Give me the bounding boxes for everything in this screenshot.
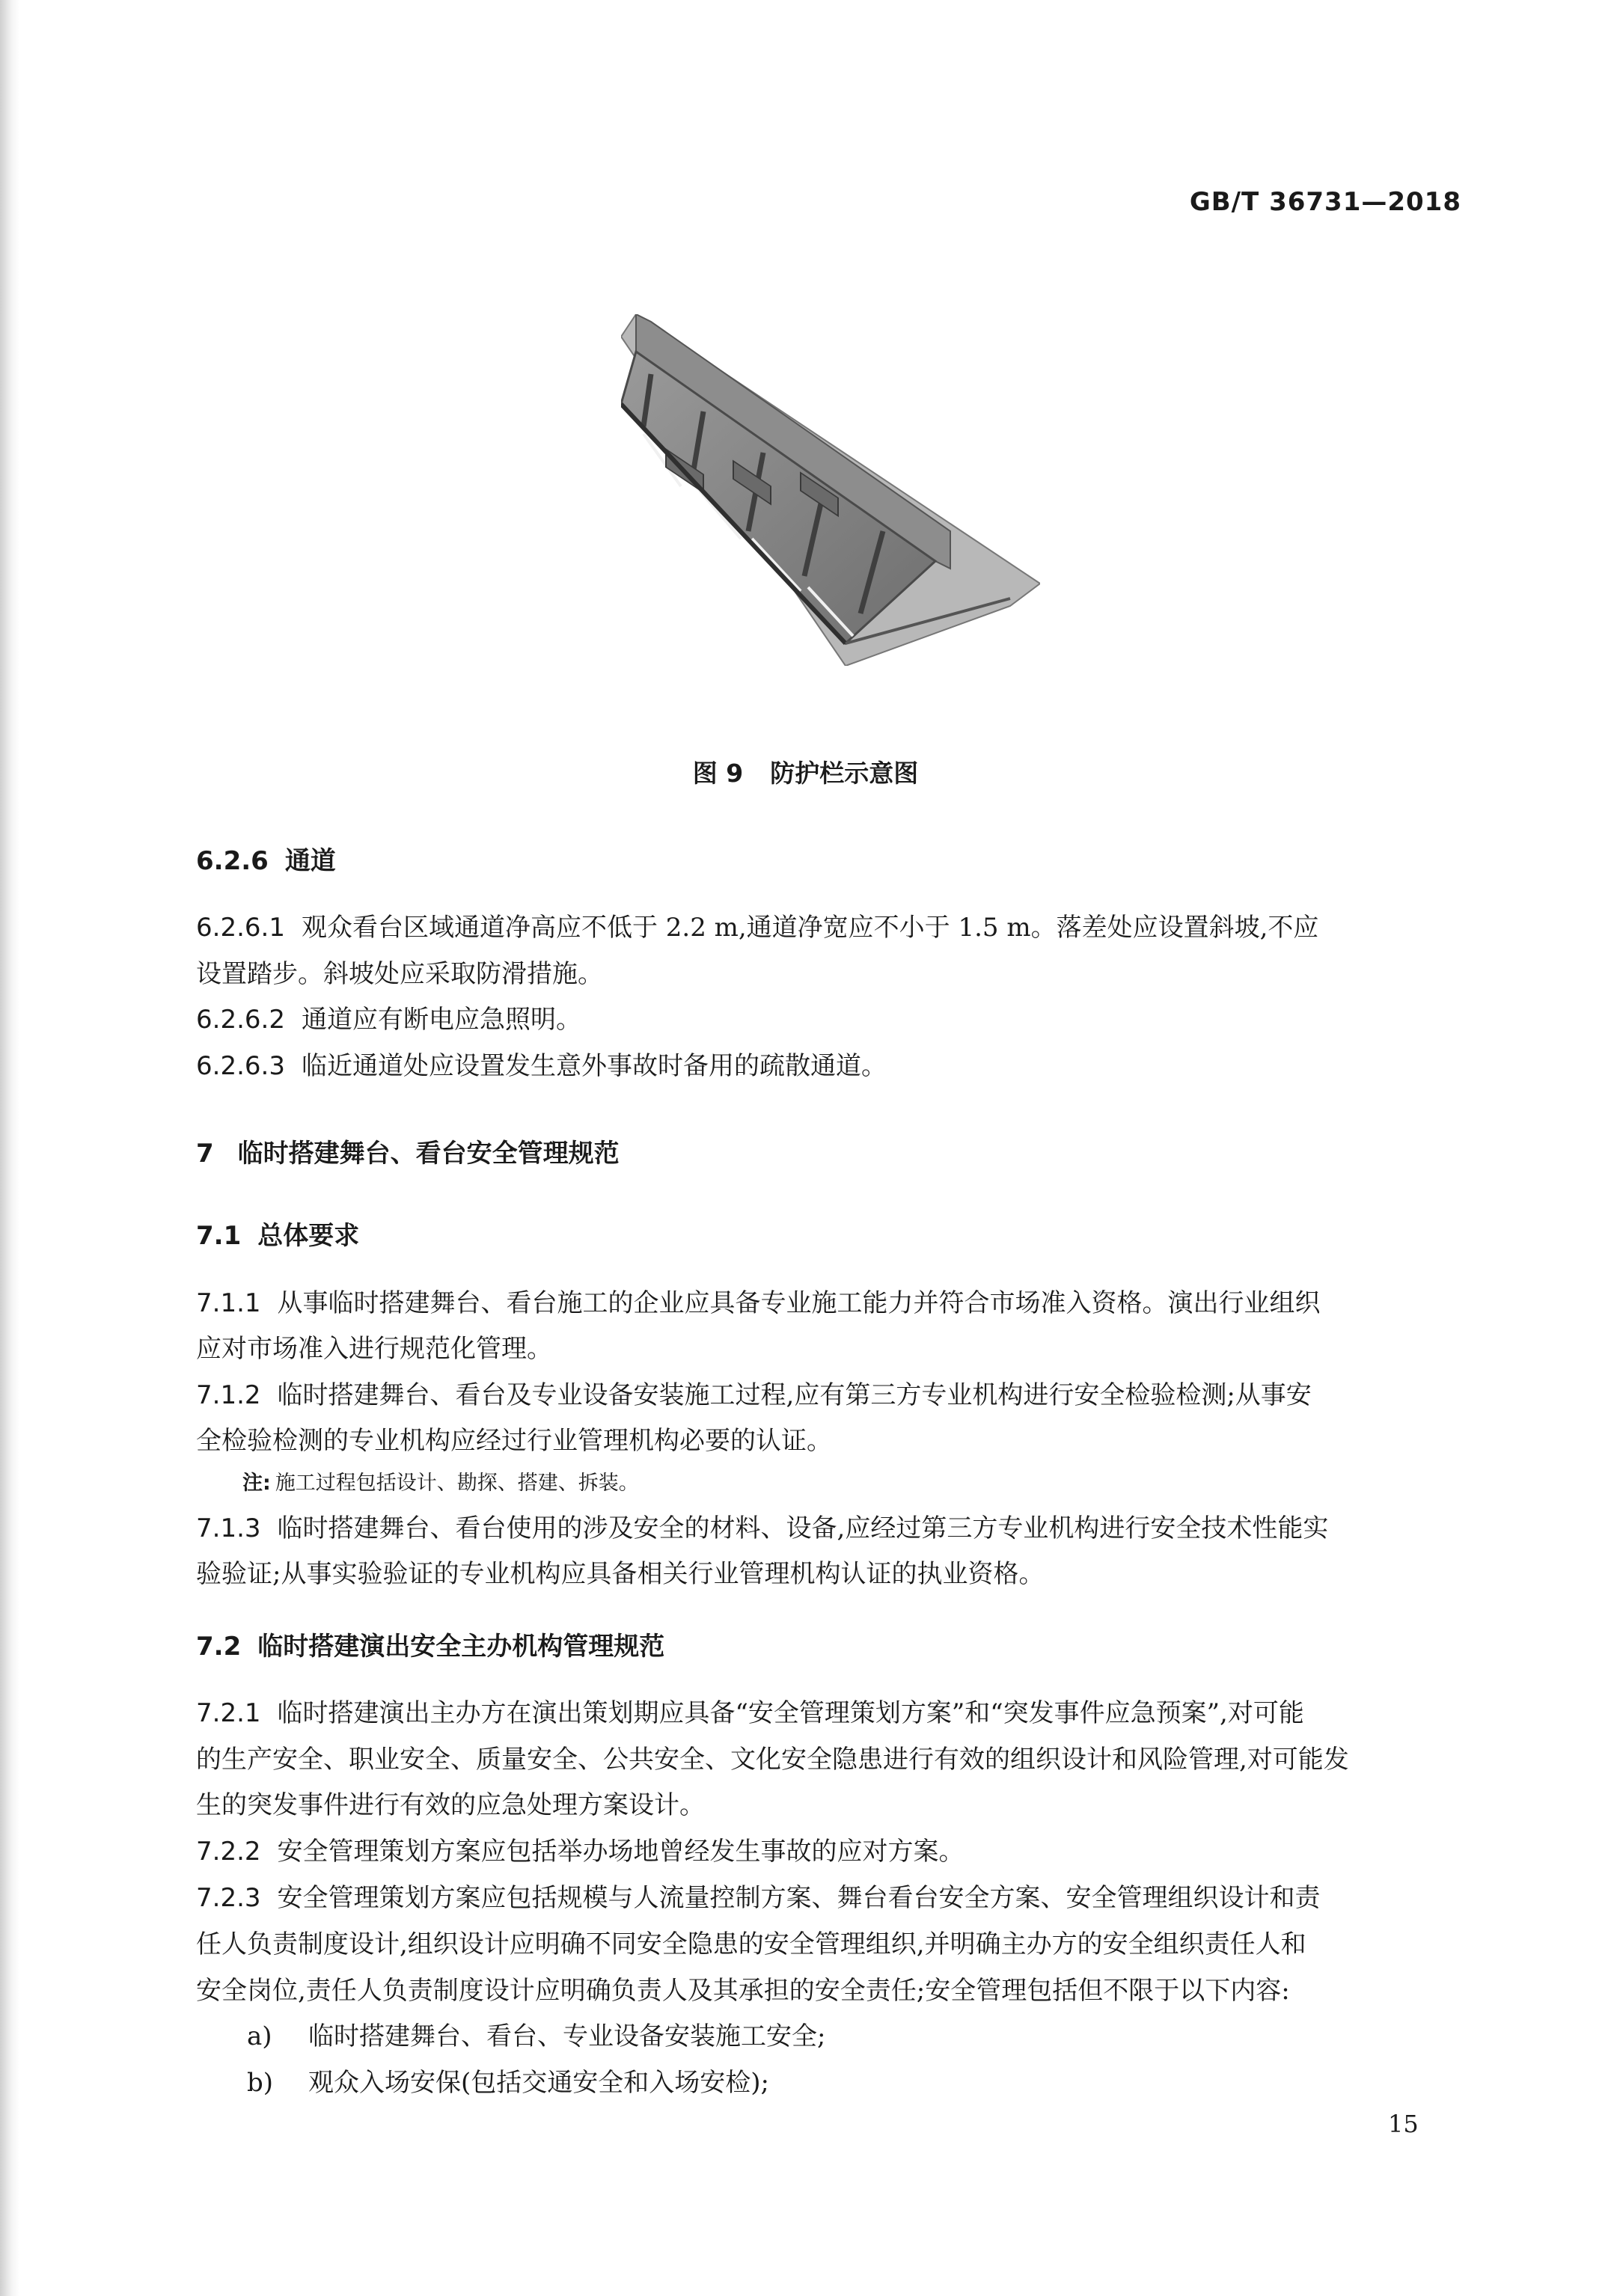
clause-6-2-6-3: 6.2.6.3 临近通道处应设置发生意外事故时备用的疏散通道。 xyxy=(196,1051,887,1081)
section-heading-6-2-6: 6.2.6 通道 xyxy=(196,846,336,876)
figure-caption xyxy=(0,754,1611,789)
list-item: a) 临时搭建舞台、看台、专业设备安装施工安全; xyxy=(247,2021,826,2051)
section-heading-7-1: 7.1 总体要求 xyxy=(196,1221,360,1251)
guardrail-figure xyxy=(621,314,1040,666)
clause-6-2-6-2: 6.2.6.2 通道应有断电应急照明。 xyxy=(196,1005,581,1035)
clause-7-2-2: 7.2.2 安全管理策划方案应包括举办场地曾经发生事故的应对方案。 xyxy=(196,1837,965,1867)
chapter-heading-7: 7 临时搭建舞台、看台安全管理规范 xyxy=(196,1139,620,1169)
list-item: b) 观众入场安保(包括交通安全和入场安检); xyxy=(247,2068,769,2098)
clause-7-1-1-cont: 应对市场准入进行规范化管理。 xyxy=(196,1334,552,1364)
clause-7-1-2: 7.1.2 临时搭建舞台、看台及专业设备安装施工过程,应有第三方专业机构进行安全检验检测;从事安 xyxy=(196,1380,1312,1410)
clause-6-2-6-1: 6.2.6.1 观众看台区域通道净高应不低于 2.2 m,通道净宽应不小于 1.5 m。落差处应设置斜坡,不应 xyxy=(196,913,1319,943)
clause-7-2-3-cont2: 安全岗位,责任人负责制度设计应明确负责人及其承担的安全责任;安全管理包括但不限于以下内容: xyxy=(196,1976,1290,2006)
standard-code: GB/T 36731—2018 xyxy=(1189,187,1461,217)
note: 注: 施工过程包括设计、勘探、搭建、拆装。 xyxy=(242,1472,639,1495)
clause-7-1-3-cont: 验验证;从事实验验证的专业机构应具备相关行业管理机构认证的执业资格。 xyxy=(196,1559,1045,1589)
clause-7-2-1: 7.2.1 临时搭建演出主办方在演出策划期应具备“安全管理策划方案”和“突发事件应急预案”,对可能 xyxy=(196,1698,1304,1728)
clause-7-2-1-cont1: 的生产安全、职业安全、质量安全、公共安全、文化安全隐患进行有效的组织设计和风险管理,对可能发 xyxy=(196,1745,1349,1775)
clause-7-1-1: 7.1.1 从事临时搭建舞台、看台施工的企业应具备专业施工能力并符合市场准入资格。演出行业组织 xyxy=(196,1288,1321,1318)
page-edge-shadow xyxy=(0,0,19,2296)
figure-title: 防护栏示意图 xyxy=(770,759,919,788)
figure-number: 图 9 xyxy=(692,759,744,788)
clause-7-1-2-cont: 全检验检测的专业机构应经过行业管理机构必要的认证。 xyxy=(196,1426,832,1456)
clause-7-2-3: 7.2.3 安全管理策划方案应包括规模与人流量控制方案、舞台看台安全方案、安全管理组织设计和责 xyxy=(196,1883,1321,1913)
clause-7-2-3-cont1: 任人负责制度设计,组织设计应明确不同安全隐患的安全管理组织,并明确主办方的安全组织责任人和 xyxy=(196,1929,1306,1959)
section-heading-7-2: 7.2 临时搭建演出安全主办机构管理规范 xyxy=(196,1632,665,1662)
guardrail-diagram-icon xyxy=(621,314,1040,666)
clause-7-2-1-cont2: 生的突发事件进行有效的应急处理方案设计。 xyxy=(196,1790,705,1820)
clause-7-1-3: 7.1.3 临时搭建舞台、看台使用的涉及安全的材料、设备,应经过第三方专业机构进行安全技术性能实 xyxy=(196,1513,1329,1543)
page-number: 15 xyxy=(1388,2110,1419,2138)
clause-6-2-6-1-cont: 设置踏步。斜坡处应采取防滑措施。 xyxy=(196,959,603,989)
